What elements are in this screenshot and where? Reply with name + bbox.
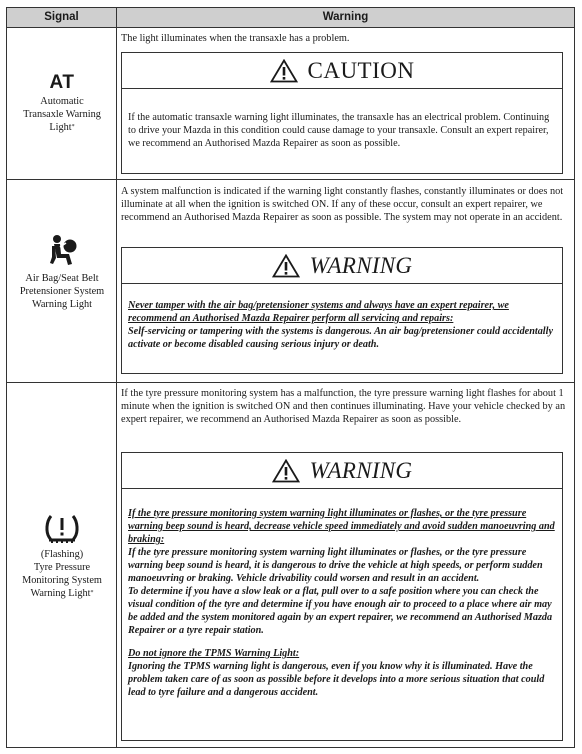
callout-header (122, 248, 562, 284)
intro-text: A system malfunction is indicated if the warning light constantly flashes, constantly illuminates or does not illuminate at all when the ignition is switched ON. If any of these occur, consult an expert repairer, we recommend an Authorised Mazda Repairer as soon as possible. The system may not operate in an accident. (121, 186, 564, 224)
table-header (7, 8, 574, 28)
caution-triangle-icon (270, 59, 298, 83)
warning-light-table (6, 7, 575, 748)
callout-text: To determine if you have a slow leak or a flat, pull over to a safe position where you can check the visual condition of the tyre and determine if you have enough air to proceed to a place where air may be added and the system monitored again by an expert repairer, we recommend an Authorised Mazda Repairer or a tyre repair station. (128, 586, 553, 636)
signal-cell (7, 28, 117, 179)
tyre-pressure-icon (7, 512, 117, 549)
callout-title: WARNING (309, 253, 413, 278)
warning-box (121, 247, 563, 374)
table-row (7, 28, 574, 180)
callout-body: If the automatic transaxle warning light illuminates, the transaxle has an electrical problem. Continuing to drive your Mazda in this condition could cause damage to your transaxle. Consult an expert repairer, we recommend an Authorised Mazda Repairer as soon as possible. (128, 112, 550, 149)
header-signal: Signal (7, 8, 117, 27)
table-row (7, 180, 574, 383)
signal-cell (7, 180, 117, 382)
callout-heading: If the tyre pressure monitoring system warning light illuminates or flashes, or the tyre pressure warning beep sound is heard, decrease vehicle speed immediately and avoid sudden manoeuvring and braking: (128, 508, 555, 545)
warning-cell (117, 28, 574, 179)
warning-triangle-icon (272, 459, 300, 483)
warning-cell (117, 180, 574, 382)
callout-header (122, 53, 562, 89)
at-transaxle-icon: AT (49, 72, 75, 93)
callout-header (122, 453, 562, 489)
intro-text: The light illuminates when the transaxle has a problem. (121, 33, 350, 44)
warning-box (121, 452, 563, 741)
intro-text: If the tyre pressure monitoring system has a malfunction, the tyre pressure warning light flashes for about 1 minute when the ignition is switched ON and then continues illuminating. Have your vehicle checked by an expert repairer, we recommend an Authorised Mazda Repairer as soon as possible. (121, 388, 566, 426)
callout-body (128, 507, 558, 699)
signal-cell (7, 383, 117, 747)
callout-text: Self-servicing or tampering with the systems is dangerous. An air bag/pretensioner could accidentally activate or become disabled causing serious injury or death. (128, 326, 553, 350)
caution-box (121, 52, 563, 174)
table-row (7, 383, 574, 747)
callout-title: WARNING (309, 458, 413, 483)
header-warning: Warning (322, 11, 369, 23)
signal-label: Automatic Transaxle Warning Light* (23, 96, 101, 133)
warning-triangle-icon (272, 254, 300, 278)
signal-label: (Flashing) Tyre Pressure Monitoring System Warning Light* (22, 549, 102, 599)
warning-cell (117, 383, 574, 747)
callout-heading: Do not ignore the TPMS Warning Light: (128, 648, 300, 659)
callout-text: If the tyre pressure monitoring system warning light illuminates or flashes, or the tyre pressure warning beep sound is heard, it is dangerous to drive the vehicle at high speeds, or perform sudden manoeuvring or braking. Vehicle drivability could worsen and result in an accident. (128, 547, 543, 584)
airbag-seated-person-icon (7, 234, 117, 271)
callout-title: CAUTION (307, 58, 415, 83)
callout-text: Ignoring the TPMS warning light is dangerous, even if you know why it is illuminated. Have the problem taken care of as soon as possible before it develops into a more serious situation that could lead to tyre failure and a dangerous accident. (128, 661, 545, 698)
callout-body (128, 299, 558, 351)
signal-label: Air Bag/Seat Belt Pretensioner System Warning Light (19, 273, 105, 310)
callout-heading: Never tamper with the air bag/pretensioner systems and always have an expert repairer, we recommend an Authorised Mazda Repairer perform all servicing and repairs: (128, 300, 509, 324)
